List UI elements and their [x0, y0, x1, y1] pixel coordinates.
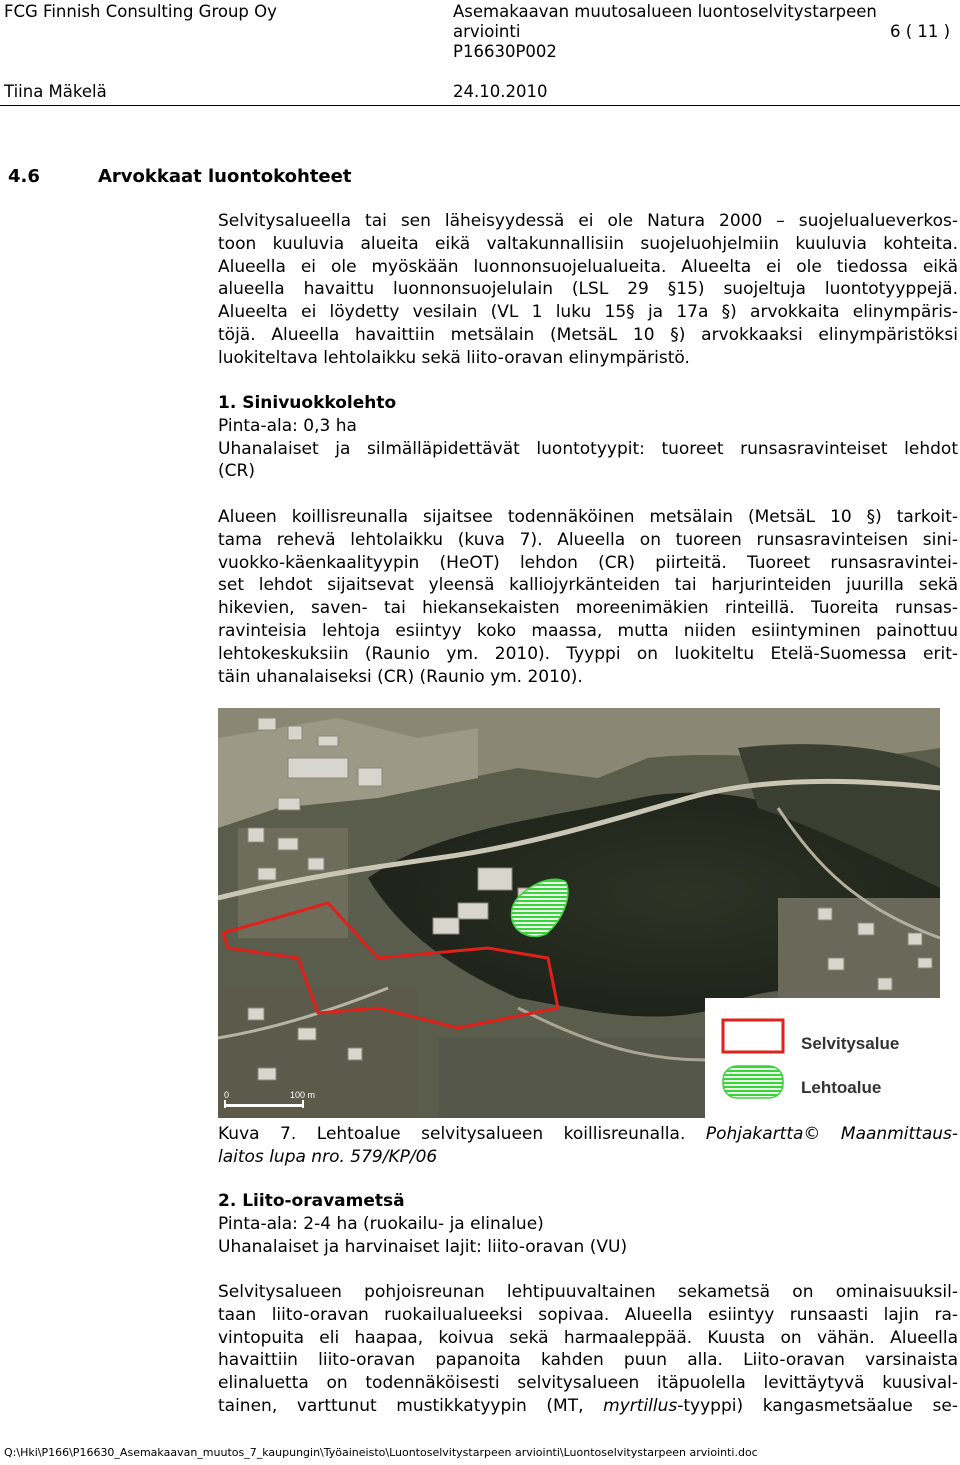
- item2-body-line: taan liito-oravan ruokailualueeksi sopivaa. Alueella esiintyy runsaasti lajin ra-: [218, 1304, 958, 1325]
- item2-body-line: vintopuita eli haapaa, koivua sekä harmaaleppää. Kuusta on vähän. Alueella: [218, 1327, 958, 1348]
- section-title: Arvokkaat luontokohteet: [98, 166, 352, 187]
- caption-credit: Pohjakartta© Maanmittaus-: [705, 1124, 959, 1144]
- item2-body-line: [218, 1395, 958, 1418]
- intro-line: alueella havaittu luonnonsuojelulain (LSL 29 §15) suojeltuja luontotyyppejä.: [218, 279, 958, 300]
- scale-label-zero: 0: [224, 1090, 230, 1100]
- item1-block: [218, 392, 958, 483]
- item2-body-line: havaittiin liito-oravan papanoita kahden puun alla. Liito-oravan varsinaista: [218, 1350, 958, 1371]
- caption-credit-cont: laitos lupa nro. 579/KP/06: [218, 1146, 438, 1167]
- item2-body-line: Selvitysalueen pohjoisreunan lehtipuuvaltainen sekametsä on ominaisuuksil-: [218, 1282, 958, 1302]
- caption-text: Kuva 7. Lehtoalue selvitysalueen koillisreunalla.: [218, 1124, 706, 1144]
- legend-survey-swatch: [723, 1020, 783, 1052]
- header-doc-title: Asemakaavan muutosalueen luontoselvitystarpeen: [453, 2, 877, 21]
- item2-body-text: -tyyppi) kangasmetsäalue se-: [677, 1395, 958, 1416]
- intro-line: toon kuuluvia alueita eikä valtakunnallisiin suojeluohjelmiin kuuluvia kohteita.: [218, 233, 958, 254]
- item2-body-line: elinaluetta on todennäköisesti selvitysalueen itäpuolella levittäytyvä kuusival-: [218, 1373, 958, 1394]
- item2-body: [218, 1281, 958, 1418]
- header-project-code: P16630P002: [453, 42, 557, 61]
- legend-grove-label: Lehtoalue: [801, 1078, 882, 1097]
- footer-file-path: Q:\Hki\P166\P16630_Asemakaavan_muutos_7_kaupungin\Työaineisto\Luontoselvitystarpeen arviointi\Luontoselvitystarpeen arviointi.doc: [4, 1446, 758, 1459]
- item2-species-latin: myrtillus: [603, 1395, 678, 1416]
- header-divider: [0, 105, 960, 106]
- item2-area: Pinta-ala: 2-4 ha (ruokailu- ja elinalue): [218, 1213, 544, 1234]
- section-heading: [8, 166, 351, 187]
- intro-line: Alueella ei ole myöskään luonnonsuojelualueita. Alueelta ei ole tiedossa eikä: [218, 256, 958, 277]
- item1-body-line: hikevien, saven- tai hiekansekaisten moreenimäkien rinteillä. Tuoreita runsas-: [218, 598, 958, 619]
- header-company: FCG Finnish Consulting Group Oy: [4, 2, 277, 21]
- section-number: 4.6: [8, 166, 40, 187]
- item1-title: 1. Sinivuokkolehto: [218, 393, 397, 413]
- map-legend: [705, 998, 960, 1120]
- intro-line: Alueelta ei löydetty vesilain (VL 1 luku 15§ ja 17a §) arvokkaita elinympäris-: [218, 302, 958, 323]
- scale-label-end: 100 m: [290, 1090, 316, 1100]
- intro-line: Selvitysalueella tai sen läheisyydessä ei ole Natura 2000 – suojelualueverkos-: [218, 211, 958, 231]
- item1-body-line: täin uhanalaiseksi (CR) (Raunio ym. 2010).: [218, 666, 583, 687]
- legend-swatches: [705, 998, 960, 1120]
- item1-body-line: Alueen koillisreunalla sijaitsee todennäköinen metsälain (MetsäL 10 §) tarkoit-: [218, 507, 958, 527]
- caption-line: [218, 1123, 958, 1146]
- figure-caption: [218, 1123, 958, 1169]
- item1-types: Uhanalaiset ja silmälläpidettävät luontotyypit: tuoreet runsasravinteiset lehdot: [218, 438, 958, 459]
- intro-line: luokiteltava lehtolaikku sekä liito-oravan elinympäristö.: [218, 347, 690, 368]
- item1-types-cont: (CR): [218, 461, 255, 482]
- header-page-number: 6 ( 11 ): [890, 22, 951, 41]
- item1-body-line: vuokko-käenkaalityypin (HeOT) lehdon (CR) piirteitä. Tuoreet runsasravintei-: [218, 552, 958, 573]
- item1-body-line: tama rehevä lehtolaikku (kuva 7). Alueella on tuoreen runsasravinteisen sini-: [218, 529, 958, 550]
- item1-body-line: set lehdot sijaitsevat yleensä kalliojyrkänteiden tai harjurinteiden juurilla sekä: [218, 575, 958, 596]
- intro-line: töjä. Alueella havaittiin metsälain (MetsäL 10 §) arvokkaaksi elinympäristöksi: [218, 324, 958, 345]
- intro-paragraph: [218, 210, 958, 370]
- item2-title: 2. Liito-oravametsä: [218, 1191, 405, 1211]
- item2-body-text: tainen, varttunut mustikkatyypin (MT,: [218, 1395, 604, 1416]
- item1-area: Pinta-ala: 0,3 ha: [218, 415, 357, 436]
- item1-body-line: lehtokeskuksiin (Raunio ym. 2010). Tyyppi on luokiteltu Etelä-Suomessa erit-: [218, 643, 958, 664]
- item2-species: Uhanalaiset ja harvinaiset lajit: liito-oravan (VU): [218, 1236, 628, 1257]
- legend-survey-label: Selvitysalue: [801, 1034, 900, 1053]
- item1-body-line: ravinteisia lehtoja esiintyy koko maassa, mutta niiden esiintyminen painottuu: [218, 620, 958, 641]
- header-doc-title-line2: arviointi: [453, 22, 521, 41]
- legend-grove-swatch: [723, 1066, 783, 1098]
- item1-body: [218, 506, 958, 688]
- item2-block: [218, 1190, 958, 1258]
- header-author: Tiina Mäkelä: [4, 82, 107, 101]
- header-date: 24.10.2010: [453, 82, 548, 101]
